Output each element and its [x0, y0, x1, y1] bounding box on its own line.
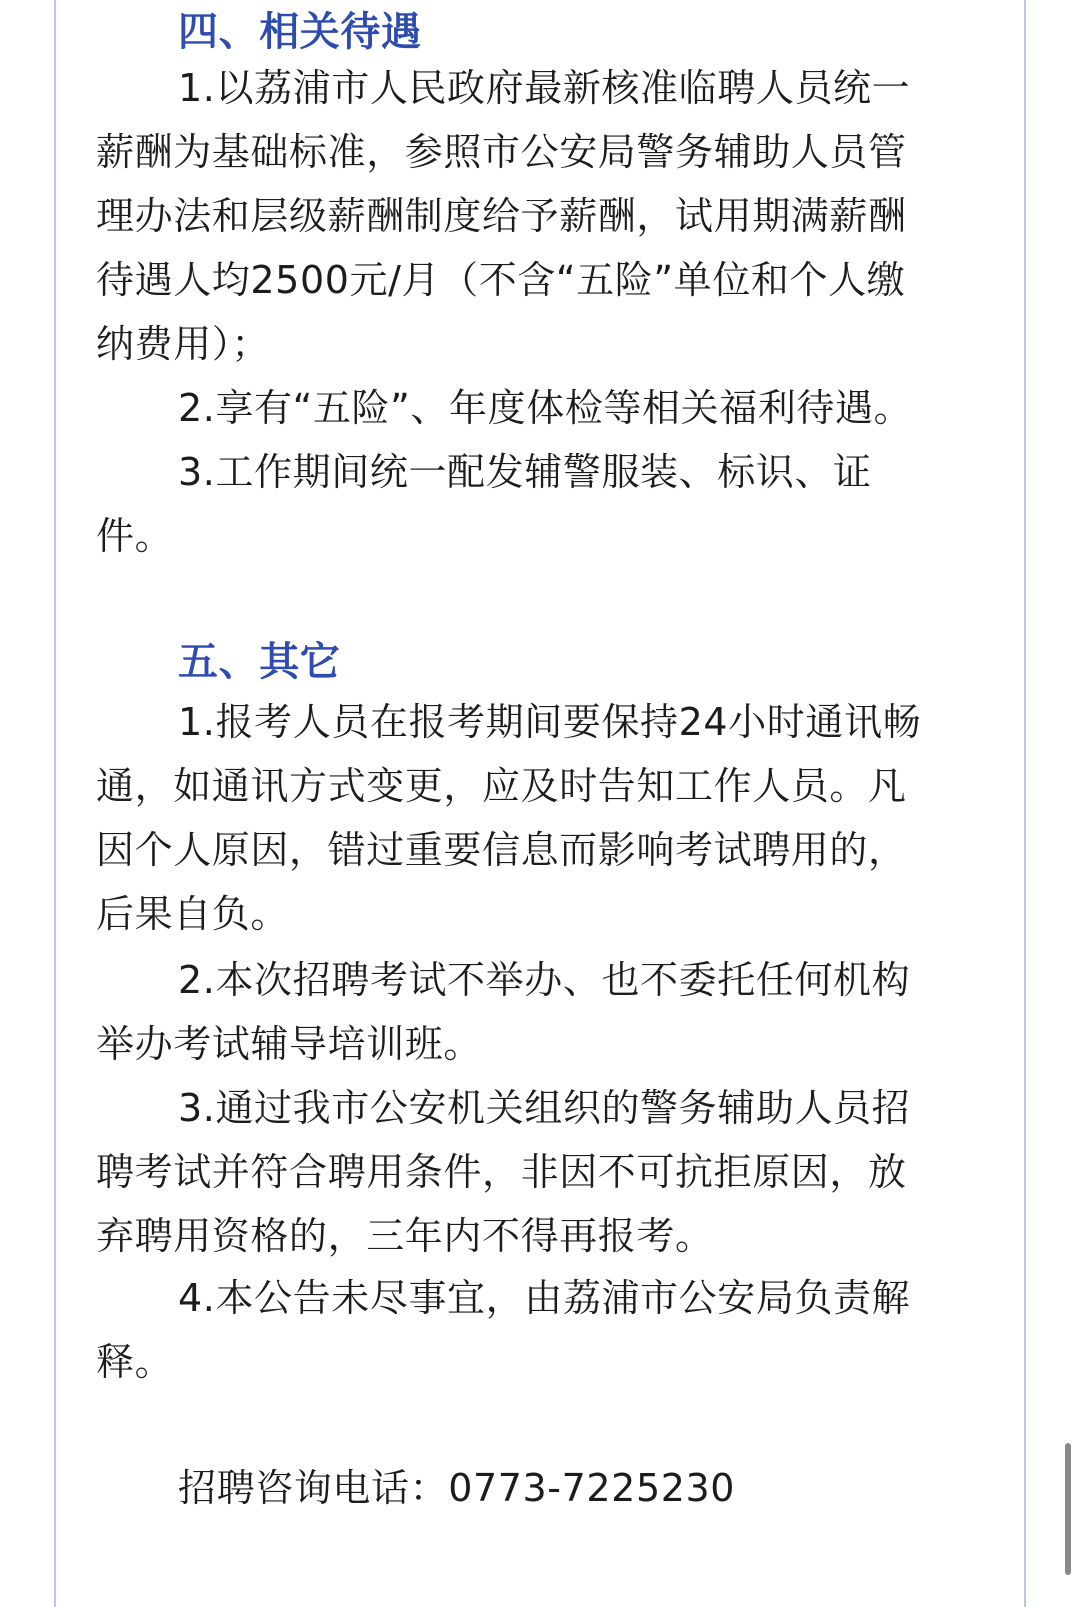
other-item-2: [96, 948, 976, 1076]
paragraph-line: 2.享有“五险”、年度体检等相关福利待遇。: [178, 386, 913, 430]
paragraph-line: 纳费用）；: [96, 322, 271, 366]
recruitment-contact-phone: 招聘咨询电话：0773-7225230: [178, 1466, 736, 1510]
paragraph-line: 释。: [96, 1340, 174, 1384]
paragraph-line: 3.通过我市公安机关组织的警务辅助人员招: [178, 1086, 911, 1130]
vertical-scrollbar[interactable]: [1065, 1443, 1071, 1575]
paragraph-line: 3.工作期间统一配发辅警服装、标识、证: [178, 450, 872, 494]
paragraph-line: 聘考试并符合聘用条件，非因不可抗拒原因，放: [96, 1150, 907, 1194]
paragraph-line: 4.本公告未尽事宜，由荔浦市公安局负责解: [178, 1276, 911, 1320]
paragraph-line: 因个人原因，错过重要信息而影响考试聘用的，: [96, 828, 907, 872]
section-heading-benefits: 四、相关待遇: [178, 9, 422, 55]
other-item-3: [96, 1076, 976, 1268]
benefits-item-2: [96, 376, 976, 440]
paragraph-line: 1.报考人员在报考期间要保持24小时通讯畅: [178, 700, 922, 744]
paragraph-line: 举办考试辅导培训班。: [96, 1022, 483, 1066]
paragraph-line: 件。: [96, 514, 174, 558]
paragraph-line: 通，如通讯方式变更，应及时告知工作人员。凡: [96, 764, 907, 808]
paragraph-line: 1.以荔浦市人民政府最新核准临聘人员统一: [178, 66, 911, 110]
benefits-item-1: [96, 56, 976, 376]
paragraph-line: 薪酬为基础标准，参照市公安局警务辅助人员管: [96, 130, 907, 174]
section-heading-other: 五、其它: [178, 639, 341, 685]
paragraph-line: 弃聘用资格的，三年内不得再报考。: [96, 1214, 714, 1258]
other-item-4: [96, 1266, 976, 1394]
other-item-1: [96, 690, 976, 946]
benefits-item-3: [96, 440, 976, 568]
paragraph-line: 理办法和层级薪酬制度给予薪酬，试用期满薪酬: [96, 194, 907, 238]
paragraph-line: 2.本次招聘考试不举办、也不委托任何机构: [178, 958, 911, 1002]
paragraph-line: 后果自负。: [96, 892, 290, 936]
paragraph-line: 待遇人均2500元/月（不含“五险”单位和个人缴: [96, 258, 906, 302]
